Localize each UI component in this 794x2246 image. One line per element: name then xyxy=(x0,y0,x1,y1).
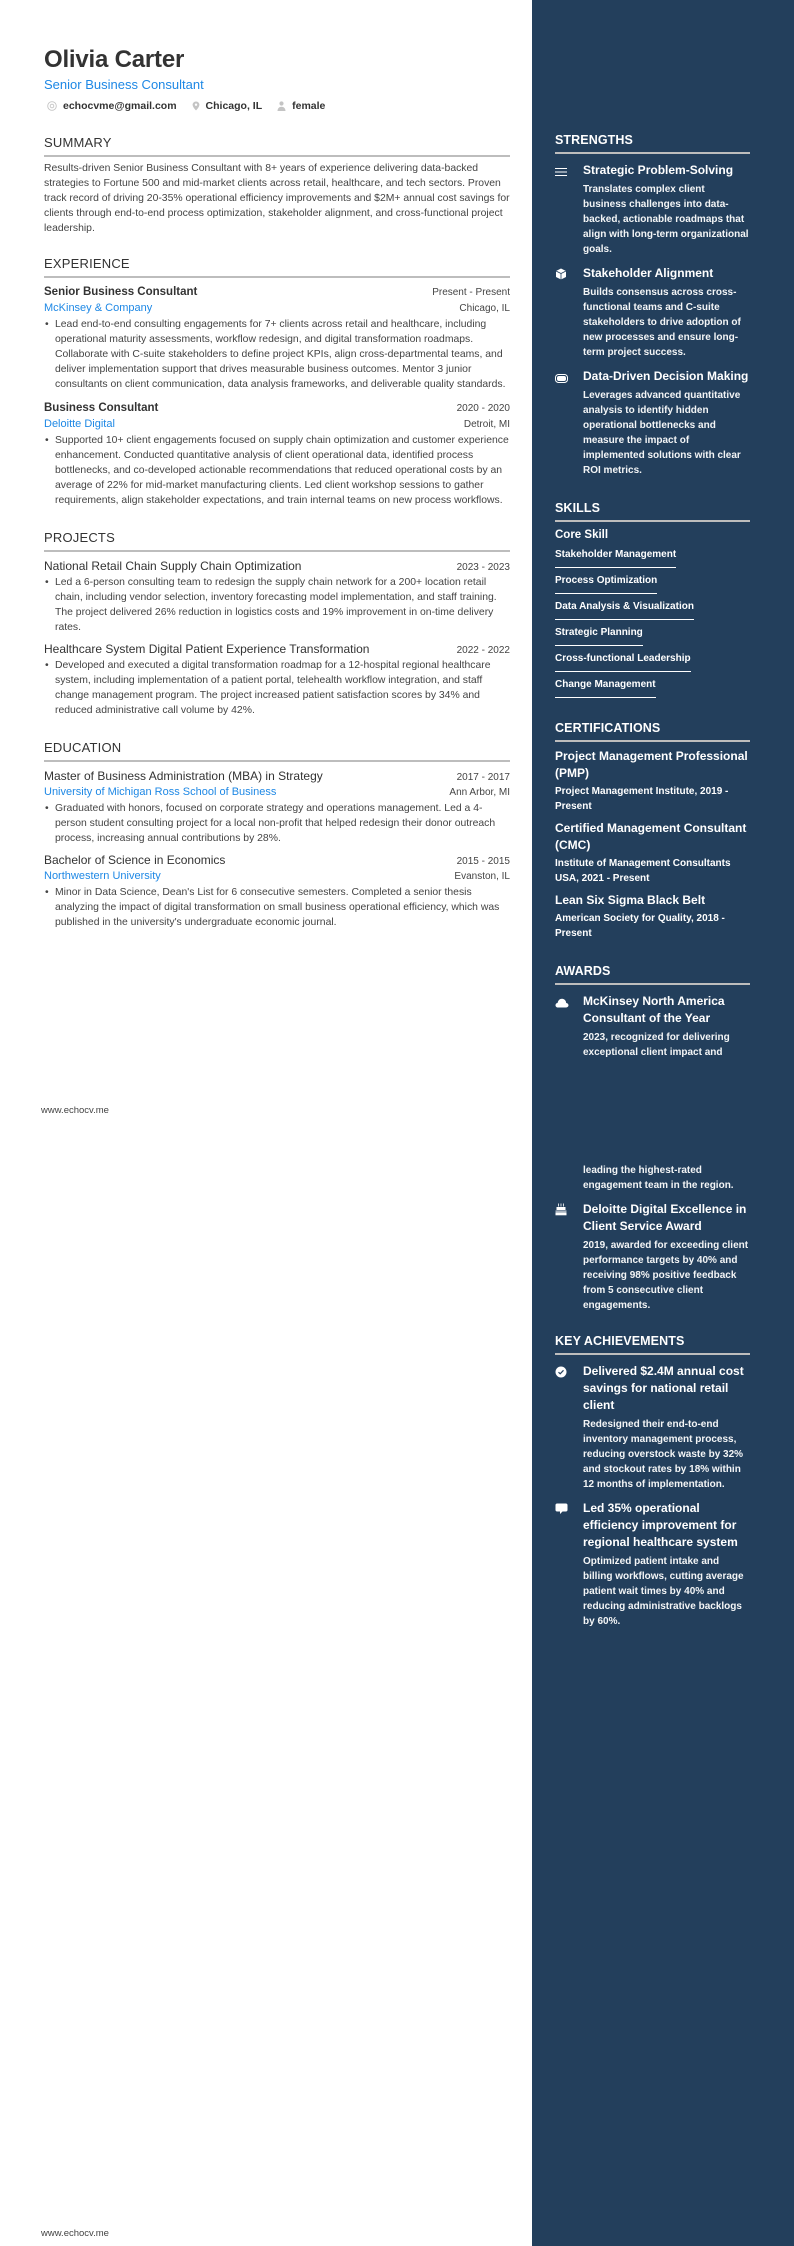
skill-tag: Stakeholder Management xyxy=(555,548,676,568)
project-name: National Retail Chain Supply Chain Optimization xyxy=(44,559,302,573)
project-name: Healthcare System Digital Patient Experience Transformation xyxy=(44,642,370,656)
strengths-heading: STRENGTHS xyxy=(555,132,750,154)
certification-item xyxy=(555,820,750,886)
projects-heading: PROJECTS xyxy=(44,530,510,552)
skill-tag: Strategic Planning xyxy=(555,626,643,646)
contact-email[interactable] xyxy=(47,99,177,113)
contact-row xyxy=(44,99,510,113)
certification-item xyxy=(555,748,750,814)
summary-heading: SUMMARY xyxy=(44,135,510,157)
candidate-name: Olivia Carter xyxy=(44,46,185,73)
job-location: Chicago, IL xyxy=(459,303,510,314)
degree-name: Bachelor of Science in Economics xyxy=(44,853,226,867)
strength-item xyxy=(555,162,750,257)
project-entry xyxy=(44,558,510,635)
footer-url[interactable]: www.echocv.me xyxy=(41,1105,109,1116)
cert-title: Lean Six Sigma Black Belt xyxy=(555,893,706,907)
project-dates: 2022 - 2022 xyxy=(456,645,510,656)
cert-issuer: Institute of Management Consultants USA, 2021 - Present xyxy=(555,858,731,884)
contact-location xyxy=(192,99,263,113)
footer-url[interactable]: www.echocv.me xyxy=(41,2228,109,2239)
company-name: Deloitte Digital xyxy=(44,418,115,430)
key-achievements-heading: KEY ACHIEVEMENTS xyxy=(555,1333,750,1355)
cert-issuer: Project Management Institute, 2019 - Present xyxy=(555,786,729,812)
skill-group-label: Core Skill xyxy=(555,529,609,541)
project-entry xyxy=(44,641,510,718)
project-bullet: • Led a 6-person consulting team to redesign the supply chain network for a 200+ location retail chain, including vendor selection, inventory forecasting model implementation, and staff training. The project delivered 26% reduction in logistics costs and 19% improvement in on-time delivery rates. xyxy=(44,575,510,635)
education-bullet: • Graduated with honors, focused on corporate strategy and operations management. Led a 4-person student consulting project for a local non-profit that helped redesign their donor outreach process, increasing annual contributions by 28%. xyxy=(44,801,510,846)
award-desc: 2023, recognized for delivering exceptional client impact and xyxy=(583,1032,730,1058)
award-desc: 2019, awarded for exceeding client performance targets by 40% and receiving 98% positive feedback from 5 consecutive client engagements. xyxy=(583,1240,749,1311)
cert-title: Project Management Professional (PMP) xyxy=(555,749,748,780)
skill-tag: Cross-functional Leadership xyxy=(555,652,691,672)
education-heading: EDUCATION xyxy=(44,740,510,762)
skill-tag: Process Optimization xyxy=(555,574,657,594)
job-dates: Present - Present xyxy=(432,287,510,298)
strength-title: Strategic Problem-Solving xyxy=(583,163,734,177)
strength-item xyxy=(555,368,750,478)
cube-icon xyxy=(555,268,567,280)
award-title: Deloitte Digital Excellence in Client Service Award xyxy=(583,1202,747,1233)
certifications-heading: CERTIFICATIONS xyxy=(555,720,750,742)
awards-heading: AWARDS xyxy=(555,963,750,985)
school-location: Evanston, IL xyxy=(454,871,510,882)
contact-gender xyxy=(277,99,325,113)
education-entry xyxy=(44,852,510,930)
strength-desc: Leverages advanced quantitative analysis to identify hidden operational bottlenecks and measure the impact of implemented solutions with clear ROI metrics. xyxy=(583,390,741,476)
school-name: Northwestern University xyxy=(44,870,161,882)
summary-text: Results-driven Senior Business Consultant with 8+ years of experience delivering data-backed strategies to Fortune 500 and mid-market clients across retail, healthcare, and tech sectors. Proven track record of driving 20-35% operational efficiency improvements and $2M+ annual cost savings for clients through end-to-end process optimization, stakeholder alignment, and cross-functional project leadership. xyxy=(44,163,510,234)
cert-title: Certified Management Consultant (CMC) xyxy=(555,821,747,852)
person-icon xyxy=(277,101,286,111)
email-text: echocvme@gmail.com xyxy=(63,100,177,112)
cert-issuer: American Society for Quality, 2018 - Present xyxy=(555,913,725,939)
skill-tag: Change Management xyxy=(555,678,656,698)
achievement-desc: Redesigned their end-to-end inventory management process, reducing overstock waste by 32% and stockout rates by 18% within 12 months of implementation. xyxy=(583,1419,744,1490)
degree-name: Master of Business Administration (MBA) in Strategy xyxy=(44,769,323,783)
award-title: McKinsey North America Consultant of the Year xyxy=(583,994,725,1025)
education-dates: 2015 - 2015 xyxy=(456,856,510,867)
check-circle-icon xyxy=(555,1366,567,1378)
job-bullet: • Supported 10+ client engagements focused on supply chain optimization and customer experience enhancement. Conducted quantitative analysis of client operational data, identified process bottlenecks, and co-developed actionable recommendations that reduced operational costs by an average of 22% for mid-market manufacturing clients. Led client workshop sessions to gather requirements, align stakeholder expectations, and train internal teams on new process workflows. xyxy=(44,433,510,508)
job-dates: 2020 - 2020 xyxy=(456,403,510,414)
achievement-title: Delivered $2.4M annual cost savings for national retail client xyxy=(583,1364,744,1412)
strength-title: Data-Driven Decision Making xyxy=(583,369,749,383)
school-name: University of Michigan Ross School of Business xyxy=(44,786,277,798)
strength-desc: Translates complex client business challenges into data-backed, actionable roadmaps that align with long-term organizational goals. xyxy=(583,184,749,255)
award-item xyxy=(555,1201,750,1313)
education-bullet: • Minor in Data Science, Dean's List for 6 consecutive semesters. Completed a senior thesis analyzing the impact of digital transformation on small business operational efficiency, which was published in the university's undergraduate economic journal. xyxy=(44,885,510,930)
achievement-title: Led 35% operational efficiency improvement for regional healthcare system xyxy=(583,1501,738,1549)
at-icon xyxy=(47,101,57,111)
cloud-icon xyxy=(555,998,569,1008)
achievement-item xyxy=(555,1363,750,1492)
job-location: Detroit, MI xyxy=(463,419,510,430)
strength-title: Stakeholder Alignment xyxy=(583,266,714,280)
menu-lines-icon xyxy=(555,167,567,177)
strength-item xyxy=(555,265,750,360)
candidate-title: Senior Business Consultant xyxy=(44,77,204,92)
project-dates: 2023 - 2023 xyxy=(456,562,510,573)
job-title: Senior Business Consultant xyxy=(44,286,198,298)
education-entry xyxy=(44,768,510,846)
project-bullet: • Developed and executed a digital transformation roadmap for a 12-hospital regional healthcare system, including implementation of a patient portal, telehealth workflow integration, and staff change management program. The project increased patient satisfaction scores by 34% and reduced administrative call volume by 42%. xyxy=(44,658,510,718)
education-dates: 2017 - 2017 xyxy=(456,772,510,783)
achievement-item xyxy=(555,1500,750,1629)
speech-bubble-icon xyxy=(555,1503,568,1515)
sidebar-page2 xyxy=(555,1163,750,1629)
strength-desc: Builds consensus across cross-functional teams and C-suite stakeholders to drive adoption of new processes and ensure long-term project success. xyxy=(583,287,741,358)
award-desc-continued: leading the highest-rated engagement team in the region. xyxy=(583,1165,734,1191)
skills-heading: SKILLS xyxy=(555,500,750,522)
experience-entry xyxy=(44,400,510,508)
sidebar-page1 xyxy=(555,132,750,1060)
award-item xyxy=(555,993,750,1060)
battery-icon xyxy=(555,374,569,383)
company-name: McKinsey & Company xyxy=(44,302,153,314)
experience-heading: EXPERIENCE xyxy=(44,256,510,278)
cake-icon xyxy=(555,1203,567,1216)
school-location: Ann Arbor, MI xyxy=(449,787,510,798)
job-bullet: • Lead end-to-end consulting engagements for 7+ clients across retail and healthcare, including operational maturity assessments, workflow redesign, and digital transformation roadmaps. Collaborate with C-suite stakeholders to define project KPIs, align cross-departmental teams, and deliver implementation support that drives measurable business outcomes. Mentor 3 junior consultants on client communication, data analysis frameworks, and deliverable quality standards. xyxy=(44,317,510,392)
location-text: Chicago, IL xyxy=(205,100,263,112)
job-title: Business Consultant xyxy=(44,402,159,414)
skill-tag: Data Analysis & Visualization xyxy=(555,600,694,620)
certification-item xyxy=(555,892,750,941)
achievement-desc: Optimized patient intake and billing workflows, cutting average patient wait times by 40% and reducing administrative backlogs by 60%. xyxy=(583,1556,744,1627)
gender-text: female xyxy=(292,100,326,112)
location-pin-icon xyxy=(192,101,200,111)
main-column xyxy=(44,46,510,930)
experience-entry xyxy=(44,284,510,392)
